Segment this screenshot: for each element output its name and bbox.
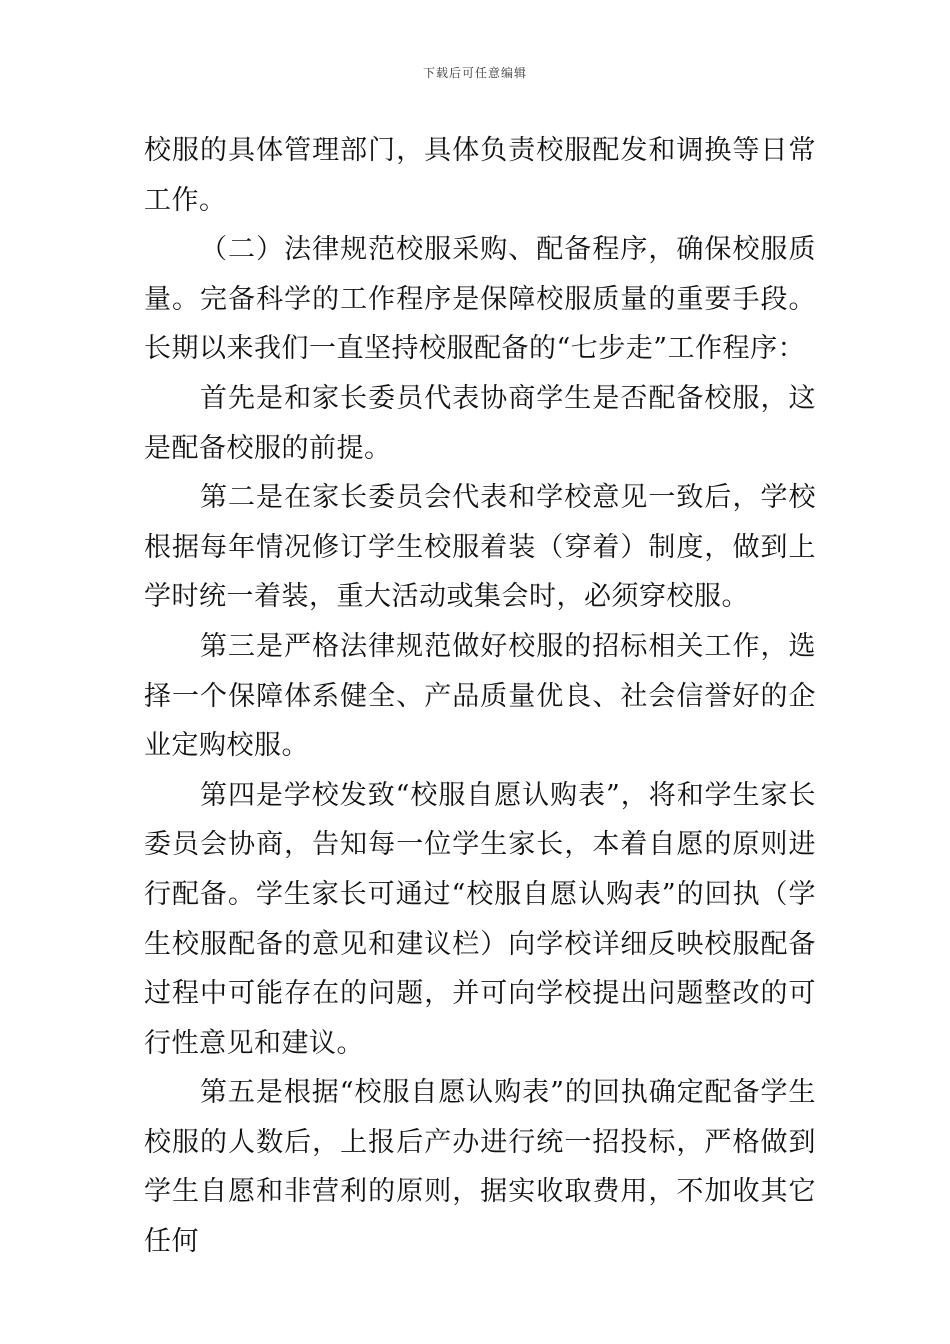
- paragraph-step-five: 第五是根据“校服自愿认购表”的回执确定配备学生校服的人数后，上报后产办进行统一招投标，严格做到学生自愿和非营利的原则，据实收取费用，不加收其它任何: [144, 1077, 816, 1258]
- paragraph-continuation: 校服的具体管理部门，具体负责校服配发和调换等日常工作。: [144, 135, 816, 216]
- page-header-note: 下载后可任意编辑: [422, 66, 527, 80]
- paragraph-step-four: 第四是学校发致“校服自愿认购表”，将和学生家长委员会协商，告知每一位学生家长，本着自愿的原则进行配备。学生家长可通过“校服自愿认购表”的回执（学生校服配备的意见和建议栏）向学校详细反映校服配备过程中可能存在的问题，并可向学校提出问题整改的可行性意见和建议。: [144, 779, 816, 1059]
- paragraph-step-two: 第二是在家长委员会代表和学校意见一致后，学校根据每年情况修订学生校服着装（穿着）制度，做到上学时统一着装，重大活动或集会时，必须穿校服。: [144, 482, 816, 613]
- document-body: [144, 126, 816, 1267]
- paragraph-section-two: （二）法律规范校服采购、配备程序，确保校服质量。完备科学的工作程序是保障校服质量的重要手段。长期以来我们一直坚持校服配备的“七步走”工作程序：: [144, 234, 816, 365]
- paragraph-step-three: 第三是严格法律规范做好校服的招标相关工作，选择一个保障体系健全、产品质量优良、社会信誉好的企业定购校服。: [144, 630, 816, 762]
- paragraph-step-one: 首先是和家长委员代表协商学生是否配备校服，这是配备校服的前提。: [144, 382, 816, 464]
